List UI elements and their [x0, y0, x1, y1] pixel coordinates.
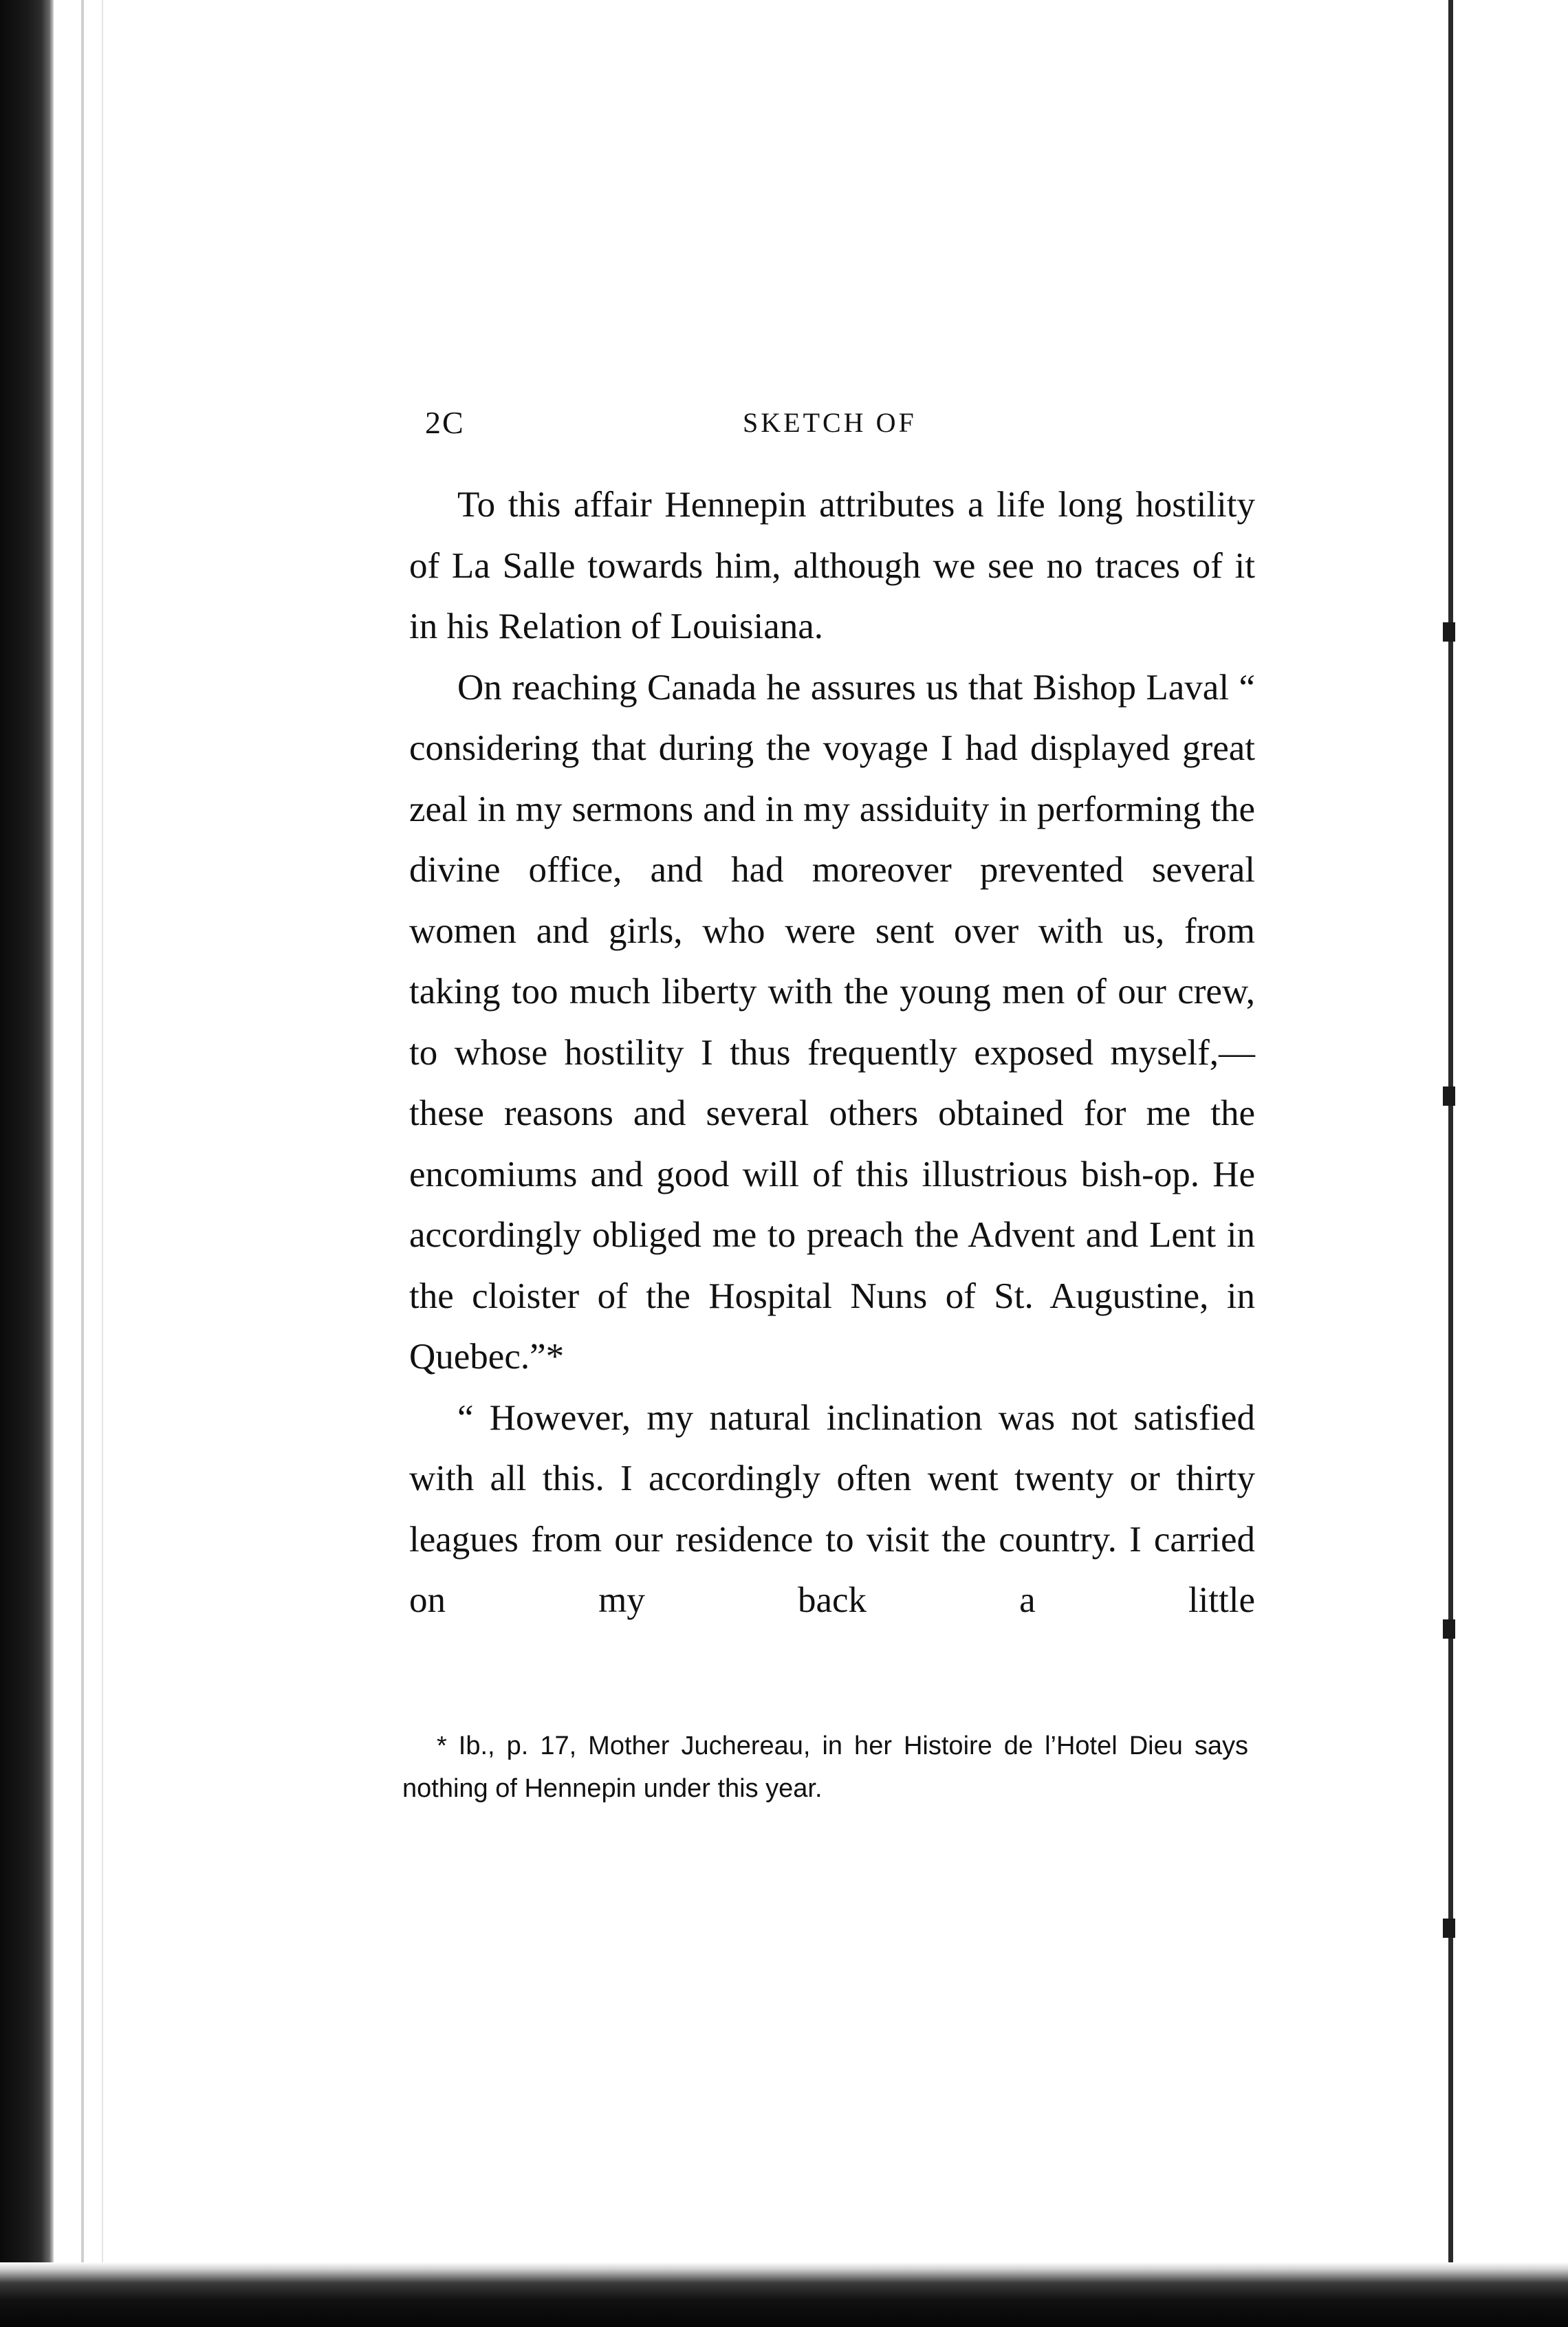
- running-title: SKETCH OF: [743, 407, 917, 438]
- book-binding-edge: [0, 0, 54, 2327]
- edge-mark: [1443, 1086, 1455, 1106]
- page-gutter-line: [81, 0, 84, 2327]
- edge-mark: [1443, 1619, 1455, 1639]
- edge-mark: [1443, 622, 1455, 642]
- page-number: 2C: [425, 405, 465, 440]
- edge-mark: [1443, 1919, 1455, 1938]
- paragraph: On reaching Canada he assures us that Bishop Laval “ considering that during the voyage I had displayed great zeal in my sermons and in my assiduity in performing the divine office, and had moreover prevented several women and girls, who were sent over with us, from taking too much liberty with the young men of our crew, to whose hostility I thus frequently exposed myself,— these reasons and several others obtained for me the encomiums and good will of this illustrious bish-op. He accordingly obliged me to preach the Advent and Lent in the cloister of the Hospital Nuns of St. Augustine, in Quebec.”*: [409, 667, 1255, 1377]
- facing-page-margin: [1453, 0, 1568, 2327]
- facing-page-edge: [1448, 0, 1453, 2327]
- running-head: [413, 399, 1259, 447]
- footnote-text: * Ib., p. 17, Mother Juchereau, in her Histoire de l’Hotel Dieu says nothing of Hennepin under this year.: [402, 1731, 1248, 1803]
- footnote: [402, 1725, 1248, 1810]
- paragraph: “ However, my natural inclination was not satisfied with all this. I accordingly often went twenty or thirty leagues from our residence to visit the country. I carried on my back a little: [409, 1397, 1255, 1620]
- paragraph: To this affair Hennepin attributes a life long hostility of La Salle towards him, although we see no traces of it in his Relation of Louisiana.: [409, 485, 1255, 646]
- body-text: [409, 474, 1255, 1631]
- book-bottom-edge: [0, 2262, 1568, 2327]
- page-gutter-line: [102, 0, 103, 2327]
